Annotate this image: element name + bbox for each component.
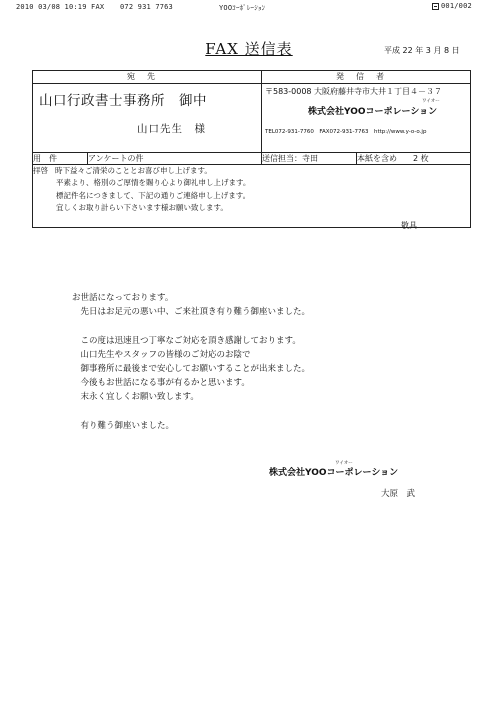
message-box	[33, 165, 471, 228]
signature-company: 株式会社YOOコーポレーション	[269, 468, 399, 478]
sender-person: 送信担当：寺田	[262, 153, 357, 165]
from-heading: 発信者	[262, 71, 471, 84]
to-cell	[33, 84, 262, 153]
body-line: 末永く宜しくお願い致します。	[72, 392, 199, 403]
recipient-name: 山口行政書士事務所 御中	[39, 93, 207, 109]
to-heading: 宛先	[33, 71, 262, 84]
sender-company: 株式会社YOOコーポレーション	[308, 107, 438, 117]
page-count: 本紙を含め 2 枚	[357, 153, 471, 165]
sender-company-ruby: ワイオー	[422, 99, 440, 104]
message-line: 標記件名につきまして、下記の通りご連絡申し上げます。	[56, 190, 251, 200]
body-line: 今後もお世話になる事が有るかと思います。	[72, 378, 250, 389]
body-line: お世話になっております。	[72, 293, 174, 303]
body-line: 有り難う御座いました。	[72, 420, 175, 431]
fax-form-table	[32, 70, 471, 228]
letter-body	[72, 291, 310, 433]
body-line: 先日はお足元の悪い中、ご来社頂き有り難う御座いました。	[72, 307, 311, 318]
fax-datetime: 2010 03/08 10:19 FAX	[16, 3, 105, 11]
message-line: 時下益々ご清栄のこととお喜び申し上げます。	[55, 166, 212, 175]
sender-address: 〒583-0008 大阪府藤井寺市大井１丁目４－３７	[265, 87, 443, 96]
recipient-person: 山口先生 様	[137, 123, 206, 135]
document-title: FAX 送信表	[205, 40, 293, 58]
subject-value: アンケートの件	[88, 153, 262, 165]
sender-contact: TEL072-931-7760 FAX072-931-7763 http://www.y-o-o.jp	[265, 129, 427, 135]
body-line: この度は迅速且つ丁寧なご対応を頂き感謝しております。	[72, 335, 301, 346]
body-line: 山口先生やスタッフの皆様のご対応のお陰で	[72, 349, 251, 360]
fax-page-number: 001/002	[441, 2, 472, 10]
from-cell	[262, 84, 471, 153]
body-line	[72, 405, 310, 419]
signature-company-ruby: ワイオー	[335, 461, 353, 466]
document-date: 平成 22 年 3 月 8 日	[384, 46, 460, 55]
body-line	[72, 319, 310, 333]
message-label: 拝啓	[33, 166, 48, 175]
message-line: 平素より、格別のご厚情を賜り心より御礼申し上げます。	[56, 178, 251, 188]
fax-page-icon	[432, 3, 439, 10]
message-line: 宜しくお取り計らい下さいます様お願い致します。	[56, 203, 228, 213]
fax-sender: YOOｺｰﾎﾟﾚｰｼｮﾝ	[219, 4, 266, 12]
fax-number: 072 931 7763	[120, 3, 173, 11]
signature-name: 大原 武	[381, 489, 416, 499]
message-closing: 敬具	[401, 221, 417, 230]
fax-page	[432, 2, 472, 10]
body-line: 御事務所に最後まで安心してお願いすることが出来ました。	[72, 364, 311, 374]
subject-label: 用 件	[33, 153, 88, 165]
